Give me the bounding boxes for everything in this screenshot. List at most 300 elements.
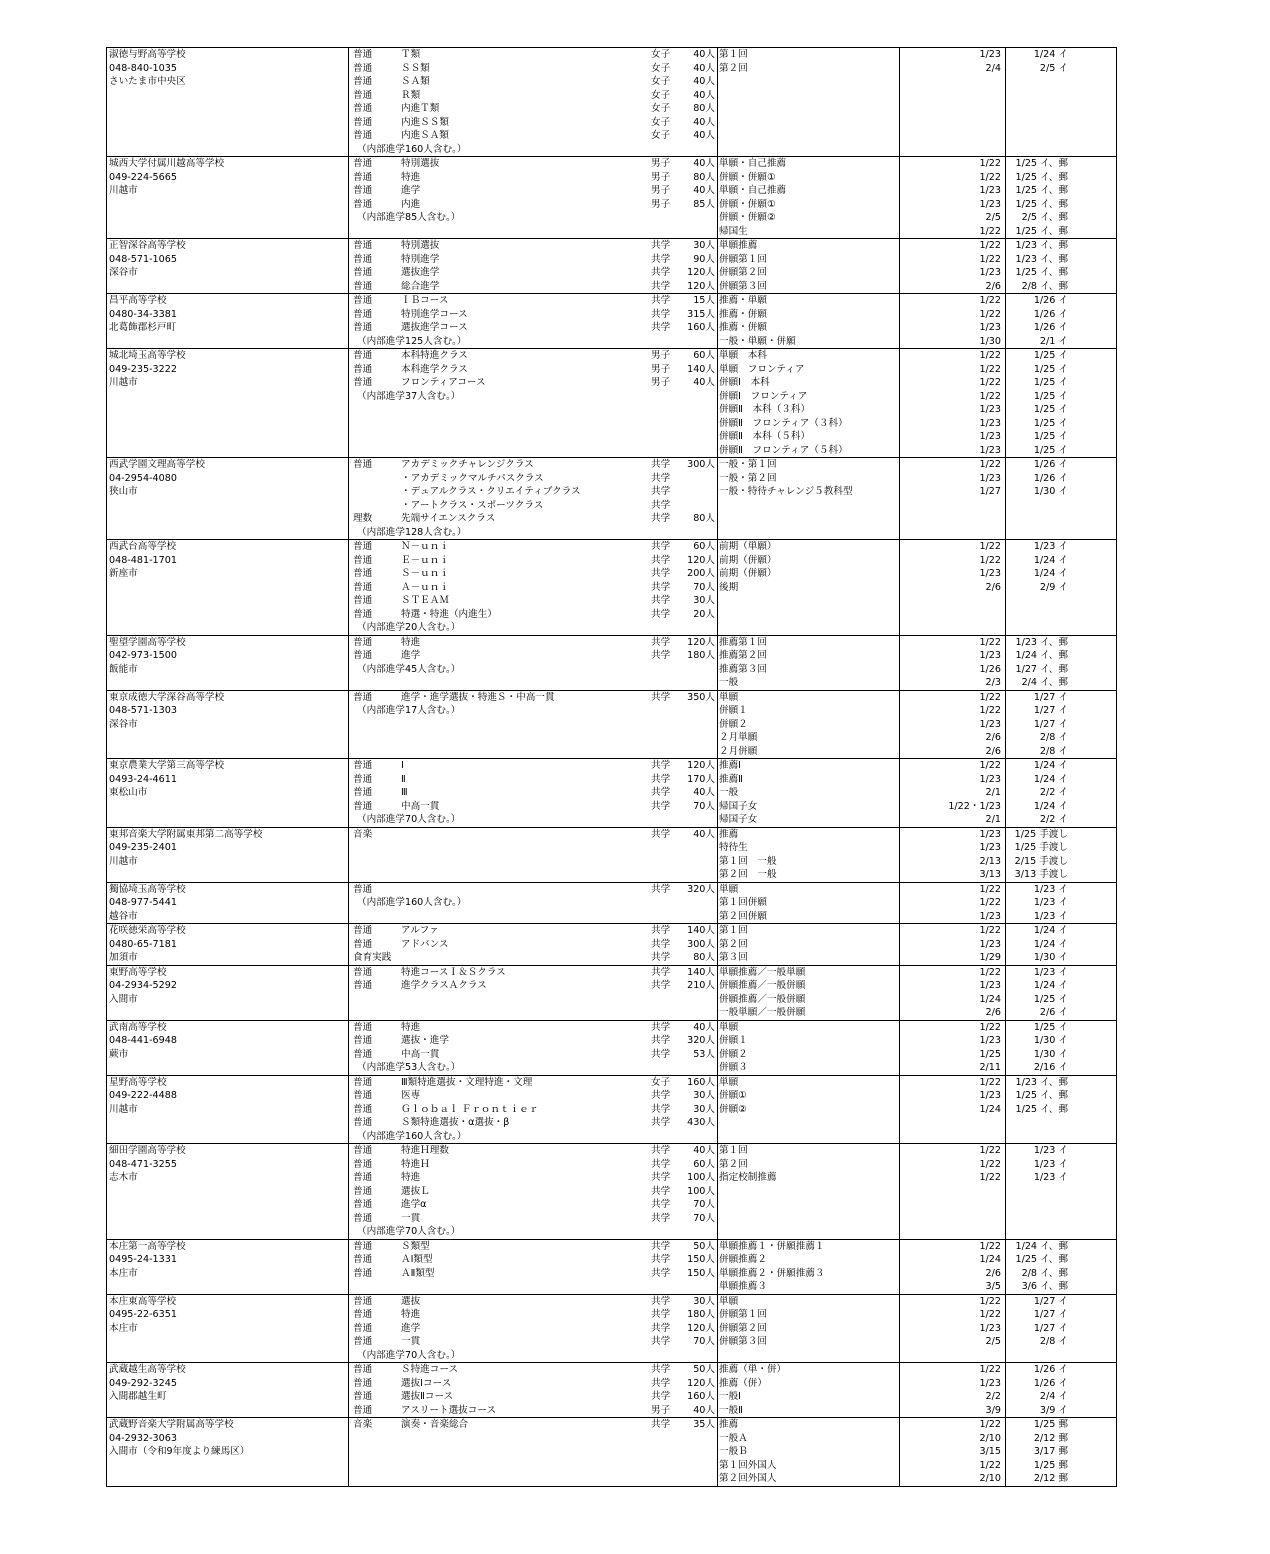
school-row [107, 1418, 1117, 1487]
exam-result: 1/23 イ [1033, 1158, 1068, 1170]
exam-date: 1/22 [979, 363, 1001, 375]
school-row [107, 635, 1117, 690]
school-address: 加須市 [109, 952, 138, 963]
course-line [349, 649, 717, 663]
course-name: 内進ＳＡ類 [401, 130, 449, 141]
course-type: 普通 [353, 62, 373, 74]
exam-name: 併願① [719, 1090, 747, 1101]
exam-result: 1/23 イ、郵 [1015, 253, 1068, 265]
exam-date: 1/22 [979, 1172, 1001, 1183]
exam-result: 2/8 イ [1039, 732, 1068, 743]
course-type: 普通 [353, 1035, 373, 1046]
school-address: 深谷市 [109, 267, 138, 278]
course-capacity: 210人 [687, 980, 715, 991]
course-name: アルファ [401, 925, 439, 936]
course-capacity: 140人 [687, 966, 715, 978]
course-name: 特進Ｈ [401, 1158, 430, 1170]
course-capacity: 40人 [693, 130, 715, 141]
exam-name: 第２回外国人 [719, 1473, 777, 1484]
school-name: 細田学園高等学校 [109, 1145, 186, 1156]
course-capacity: 320人 [687, 1035, 715, 1046]
course-capacity: 30人 [693, 240, 715, 251]
exam-dates-cell [900, 635, 1006, 690]
course-capacity: 40人 [693, 1145, 715, 1156]
course-name: ・デュアルクラス・クリエイティブクラス [401, 486, 581, 497]
course-name: 一貫 [401, 1336, 421, 1347]
course-capacity: 170人 [687, 773, 715, 785]
school-tel: 049-222-4488 [109, 1090, 177, 1101]
exam-name: 推薦・併願 [719, 322, 767, 333]
exam-name: 帰国生 [719, 225, 748, 237]
course-name: 特進 [401, 636, 421, 648]
course-name: ＳＳ類 [401, 62, 430, 74]
course-gender: 共学 [651, 1322, 671, 1334]
school-row [107, 924, 1117, 966]
course-capacity: 80人 [693, 171, 715, 183]
internal-note: （内部進学85人含む。） [357, 212, 461, 223]
school-row [107, 1239, 1117, 1294]
course-name: 内進ＳＳ類 [401, 116, 449, 128]
exam-result: 2/8 イ、郵 [1021, 280, 1068, 292]
course-type: 普通 [353, 554, 373, 566]
course-capacity: 53人 [693, 1048, 715, 1060]
exam-result: 1/24 イ [1033, 938, 1068, 950]
school-tel: 0495-22-6351 [109, 1309, 177, 1320]
courses-cell [349, 1020, 718, 1075]
exam-date: 1/22 [979, 554, 1001, 566]
exam-result: 1/23 イ [1033, 897, 1068, 908]
course-line [349, 485, 717, 499]
exam-names-cell [718, 635, 900, 690]
exam-names-cell [718, 965, 900, 1020]
exam-date: 3/5 [985, 1281, 1001, 1292]
exam-result: 1/24 イ、郵 [1015, 1240, 1068, 1252]
course-gender: 共学 [651, 980, 671, 991]
course-gender: 共学 [651, 636, 671, 648]
course-line [349, 1267, 717, 1281]
exam-names-cell [718, 349, 900, 458]
course-name: 特進 [401, 1021, 421, 1033]
school-info-cell [107, 882, 349, 924]
school-info-cell [107, 1294, 349, 1363]
school-info-cell [107, 294, 349, 349]
course-line [349, 280, 717, 294]
exam-results-cell [1006, 965, 1117, 1020]
exam-name: 併願第１回 [719, 253, 767, 265]
course-line [349, 1335, 717, 1349]
exam-dates-cell [900, 827, 1006, 882]
internal-note: （内部進学70人含む。） [357, 1349, 461, 1361]
exam-date: 2/10 [979, 1473, 1001, 1484]
exam-date: 1/22 [979, 1309, 1001, 1320]
exam-date: 1/23 [979, 267, 1001, 278]
course-gender: 共学 [651, 308, 671, 320]
exam-date: 1/23 [979, 1035, 1001, 1046]
school-info-cell [107, 1075, 349, 1144]
course-line [349, 800, 717, 814]
exam-date: 1/23 [979, 404, 1001, 415]
course-gender: 共学 [651, 267, 671, 278]
course-capacity: 120人 [687, 280, 715, 292]
courses-cell [349, 1144, 718, 1240]
school-name: 東野高等学校 [109, 966, 167, 978]
exam-result: 1/27 イ [1033, 1295, 1068, 1307]
course-type: 普通 [353, 130, 373, 141]
course-type: 普通 [353, 158, 373, 169]
course-line [349, 1103, 717, 1117]
exam-result: 1/27 イ [1033, 1322, 1068, 1334]
exam-date: 1/23 [979, 650, 1001, 661]
course-capacity: 100人 [687, 1172, 715, 1183]
exam-result: 3/9 イ [1039, 1404, 1068, 1416]
exam-date: 2/6 [985, 280, 1001, 292]
exam-name: 第１回 [719, 49, 748, 60]
exam-date: 1/22 [979, 966, 1001, 978]
exam-result: 1/25 イ、郵 [1015, 225, 1068, 237]
exam-date: 2/5 [985, 212, 1001, 223]
course-capacity: 140人 [687, 925, 715, 936]
courses-cell [349, 458, 718, 540]
course-gender: 共学 [651, 966, 671, 978]
exam-results-cell [1006, 349, 1117, 458]
course-name: 選抜Ｌ [401, 1185, 430, 1197]
exam-date: 1/23 [979, 322, 1001, 333]
exam-name: ２月併願 [719, 745, 758, 757]
course-gender: 女子 [651, 76, 671, 87]
exam-name: 単願推薦１・併願推薦１ [719, 1240, 825, 1252]
course-line [349, 773, 717, 787]
internal-note: （内部進学70人含む。） [357, 814, 461, 825]
exam-name: 併願・併願① [719, 198, 776, 210]
course-type: 普通 [353, 1267, 373, 1279]
course-gender: 女子 [651, 116, 671, 128]
school-address: 入間郡越生町 [109, 1391, 167, 1402]
admissions-table [106, 47, 1117, 1487]
exam-dates-cell [900, 1294, 1006, 1363]
course-type: 普通 [353, 636, 373, 648]
exam-date: 1/29 [979, 952, 1001, 963]
exam-dates-cell [900, 157, 1006, 239]
course-type: 普通 [353, 1172, 373, 1183]
exam-result: 1/26 イ [1033, 1364, 1068, 1375]
course-gender: 男子 [651, 171, 671, 183]
exam-result: 2/5 イ、郵 [1021, 212, 1068, 223]
exam-name: 指定校制推薦 [719, 1172, 777, 1183]
course-capacity: 50人 [693, 1364, 715, 1375]
school-tel: 0493-24-4611 [109, 773, 177, 785]
course-line [349, 1198, 717, 1212]
course-capacity: 180人 [687, 1309, 715, 1320]
school-address: 川越市 [109, 185, 138, 196]
school-address: 志木市 [109, 1172, 138, 1183]
exam-date: 1/22 [979, 1240, 1001, 1252]
exam-name: 推薦 [719, 828, 739, 840]
course-type: 普通 [353, 267, 373, 278]
school-name: 星野高等学校 [109, 1076, 167, 1088]
course-capacity: 120人 [687, 1322, 715, 1334]
course-name: 中高一貫 [401, 800, 440, 812]
course-capacity: 120人 [687, 636, 715, 648]
course-gender: 共学 [651, 787, 671, 798]
exam-date: 1/22 [979, 1364, 1001, 1375]
exam-name: 一般Ｂ [719, 1446, 748, 1457]
exam-name: 一般Ａ [719, 1432, 748, 1444]
course-type: 普通 [353, 1377, 373, 1389]
course-type: 普通 [353, 198, 373, 210]
exam-name: 一般・第２回 [719, 472, 777, 484]
course-type: 普通 [353, 240, 373, 251]
exam-names-cell [718, 827, 900, 882]
course-type: 普通 [353, 800, 373, 812]
school-name: 武蔵越生高等学校 [109, 1364, 186, 1375]
exam-date: 1/23 [979, 431, 1001, 442]
course-capacity: 70人 [693, 800, 715, 812]
course-line [349, 1363, 717, 1377]
course-name: 選抜進学 [401, 267, 440, 278]
exam-name: 併願推薦／一般併願 [719, 980, 806, 991]
course-gender: 共学 [651, 925, 671, 936]
exam-date: 1/23 [979, 417, 1001, 429]
course-gender: 共学 [651, 1254, 671, 1265]
course-name: Ｓ類型 [401, 1240, 430, 1252]
course-capacity: 60人 [693, 1158, 715, 1170]
exam-name: 単願 [719, 691, 739, 703]
course-type: 普通 [353, 1117, 373, 1128]
school-address: 深谷市 [109, 718, 138, 730]
exam-name: 併願・併願① [719, 171, 776, 183]
exam-name: 第３回 [719, 952, 748, 963]
exam-name: 併願第２回 [719, 1322, 767, 1334]
course-line [349, 308, 717, 322]
exam-date: 2/11 [979, 1062, 1001, 1073]
exam-name: 併願Ⅱ 本科（３科） [719, 404, 811, 415]
course-line [349, 951, 717, 965]
course-capacity: 150人 [687, 1267, 715, 1279]
exam-result: 1/27 イ、郵 [1015, 663, 1068, 675]
course-line [349, 594, 717, 608]
course-line [349, 1089, 717, 1103]
exam-date: 1/22 [979, 636, 1001, 648]
course-type: 普通 [353, 1309, 373, 1320]
exam-date: 1/25 [979, 1048, 1001, 1060]
school-tel: 048-481-1701 [109, 554, 177, 566]
school-row [107, 1144, 1117, 1240]
school-row [107, 1363, 1117, 1418]
school-tel: 048-471-3255 [109, 1158, 177, 1170]
course-gender: 男子 [651, 1404, 671, 1416]
school-address: 越谷市 [109, 910, 138, 922]
exam-results-cell [1006, 1075, 1117, 1144]
course-type: 普通 [353, 1240, 373, 1252]
exam-name: 単願 フロンティア [719, 363, 805, 375]
course-capacity: 40人 [693, 185, 715, 196]
exam-result: 1/25 イ、郵 [1015, 1103, 1068, 1115]
school-row [107, 294, 1117, 349]
exam-result: 3/17 郵 [1033, 1446, 1068, 1457]
course-gender: 共学 [651, 554, 671, 566]
exam-date: 1/22 [979, 1295, 1001, 1307]
exam-date: 1/23 [979, 1090, 1001, 1101]
course-type: 普通 [353, 89, 373, 101]
course-gender: 共学 [651, 650, 671, 661]
course-name: 進学 [401, 1322, 421, 1334]
course-line [349, 116, 717, 130]
school-row [107, 349, 1117, 458]
exam-date: 2/10 [979, 1432, 1001, 1444]
course-gender: 男子 [651, 350, 671, 361]
course-capacity: 40人 [693, 377, 715, 388]
exam-name: 単願 [719, 1295, 739, 1307]
course-name: 本科進学クラス [401, 363, 468, 375]
course-capacity: 60人 [693, 350, 715, 361]
course-type: 音楽 [353, 1419, 373, 1430]
exam-result: 1/30 イ [1033, 486, 1068, 497]
exam-results-cell [1006, 294, 1117, 349]
exam-result: 1/27 イ [1033, 691, 1068, 703]
exam-result: 1/26 イ [1033, 322, 1068, 333]
course-gender: 共学 [651, 472, 671, 484]
course-type: 普通 [353, 938, 373, 950]
course-line [349, 636, 717, 650]
course-line [349, 1021, 717, 1035]
course-capacity: 40人 [693, 49, 715, 60]
exam-date: 1/23 [979, 472, 1001, 484]
course-capacity: 30人 [693, 595, 715, 606]
course-name: Ⅲ [401, 787, 408, 798]
course-gender: 共学 [651, 486, 671, 497]
exam-result: 1/23 イ、郵 [1015, 1076, 1068, 1088]
school-address: 川越市 [109, 855, 138, 867]
course-line [349, 1240, 717, 1254]
course-capacity: 160人 [687, 322, 715, 333]
exam-date: 2/6 [985, 1267, 1001, 1279]
course-gender: 共学 [651, 568, 671, 579]
exam-date: 1/22 [979, 350, 1001, 361]
exam-dates-cell [900, 48, 1006, 157]
exam-date: 2/1 [985, 787, 1001, 798]
course-type: 普通 [353, 883, 373, 895]
exam-name: 推薦（単・併） [719, 1364, 787, 1375]
course-type: 普通 [353, 980, 373, 991]
exam-results-cell [1006, 635, 1117, 690]
course-type: 普通 [353, 253, 373, 265]
school-row [107, 882, 1117, 924]
course-line [349, 512, 717, 526]
courses-cell [349, 690, 718, 759]
course-gender: 共学 [651, 240, 671, 251]
school-info-cell [107, 759, 349, 828]
course-type: 普通 [353, 308, 373, 320]
school-row [107, 1020, 1117, 1075]
course-gender: 共学 [651, 1103, 671, 1115]
exam-result: 2/16 イ [1033, 1062, 1068, 1073]
exam-result: 2/2 イ [1039, 814, 1068, 825]
school-name: 武蔵野音楽大学附属高等学校 [109, 1419, 234, 1430]
course-name: 先端サイエンスクラス [401, 513, 496, 524]
exam-result: 2/8 イ、郵 [1021, 1267, 1068, 1279]
exam-names-cell [718, 1075, 900, 1144]
school-info-cell [107, 965, 349, 1020]
internal-note: （内部進学70人含む。） [357, 1226, 461, 1237]
school-info-cell [107, 540, 349, 636]
courses-cell [349, 349, 718, 458]
exam-names-cell [718, 882, 900, 924]
exam-name: 第１回 [719, 1145, 748, 1156]
exam-dates-cell [900, 1075, 1006, 1144]
course-capacity: 315人 [687, 308, 715, 320]
school-row [107, 827, 1117, 882]
course-capacity: 160人 [687, 1076, 715, 1088]
exam-names-cell [718, 1144, 900, 1240]
course-line [349, 294, 717, 308]
exam-results-cell [1006, 690, 1117, 759]
course-capacity: 40人 [693, 828, 715, 840]
school-address: 本庄市 [109, 1267, 138, 1279]
exam-result: 1/27 イ [1033, 705, 1068, 716]
course-type: 普通 [353, 295, 373, 306]
school-name: 本庄第一高等学校 [109, 1240, 186, 1252]
exam-result: 1/25 イ [1033, 417, 1068, 429]
course-type: 普通 [353, 1103, 373, 1115]
exam-date: 1/27 [979, 486, 1001, 497]
exam-names-cell [718, 759, 900, 828]
school-tel: 048-571-1065 [109, 253, 177, 265]
exam-dates-cell [900, 1144, 1006, 1240]
exam-name: 第１回 [719, 925, 748, 936]
school-info-cell [107, 458, 349, 540]
exam-result: 1/25 イ [1033, 1021, 1068, 1033]
exam-dates-cell [900, 1418, 1006, 1487]
course-type: 普通 [353, 595, 373, 606]
course-line [349, 266, 717, 280]
exam-name: 帰国子女 [719, 800, 758, 812]
school-name: 正智深谷高等学校 [109, 240, 186, 251]
course-gender: 男子 [651, 363, 671, 375]
school-name: 西武台高等学校 [109, 541, 177, 552]
exam-dates-cell [900, 1020, 1006, 1075]
exam-name: 一般・第１回 [719, 459, 777, 470]
exam-result: 2/12 郵 [1033, 1432, 1068, 1444]
course-capacity: 120人 [687, 554, 715, 566]
exam-date: 1/23 [979, 938, 1001, 950]
course-line [349, 62, 717, 76]
course-name: 内進 [401, 198, 421, 210]
school-row [107, 759, 1117, 828]
course-name: Ｔ類 [401, 49, 421, 60]
exam-date: 1/23 [979, 718, 1001, 730]
exam-names-cell [718, 294, 900, 349]
course-name: 内進Ｔ類 [401, 103, 440, 114]
internal-note: （内部進学160人含む。） [357, 1130, 467, 1142]
exam-name: 単願推薦２・併願推薦３ [719, 1267, 825, 1279]
exam-result: 1/27 イ [1033, 1309, 1068, 1320]
school-name: 西武学園文理高等学校 [109, 459, 205, 470]
course-capacity: 70人 [693, 1212, 715, 1224]
course-gender: 共学 [651, 1199, 671, 1210]
exam-result: 1/25 イ [1033, 390, 1068, 402]
school-tel: 048-840-1035 [109, 62, 177, 74]
exam-result: 1/25 イ、郵 [1015, 158, 1068, 169]
course-capacity: 40人 [693, 158, 715, 169]
course-capacity: 120人 [687, 1377, 715, 1389]
course-capacity: 40人 [693, 62, 715, 74]
exam-name: 一般 [719, 677, 739, 688]
school-address: 本庄市 [109, 1322, 138, 1334]
school-row [107, 965, 1117, 1020]
course-line [349, 48, 717, 62]
courses-cell [349, 1294, 718, 1363]
exam-result: 1/26 イ [1033, 295, 1068, 306]
